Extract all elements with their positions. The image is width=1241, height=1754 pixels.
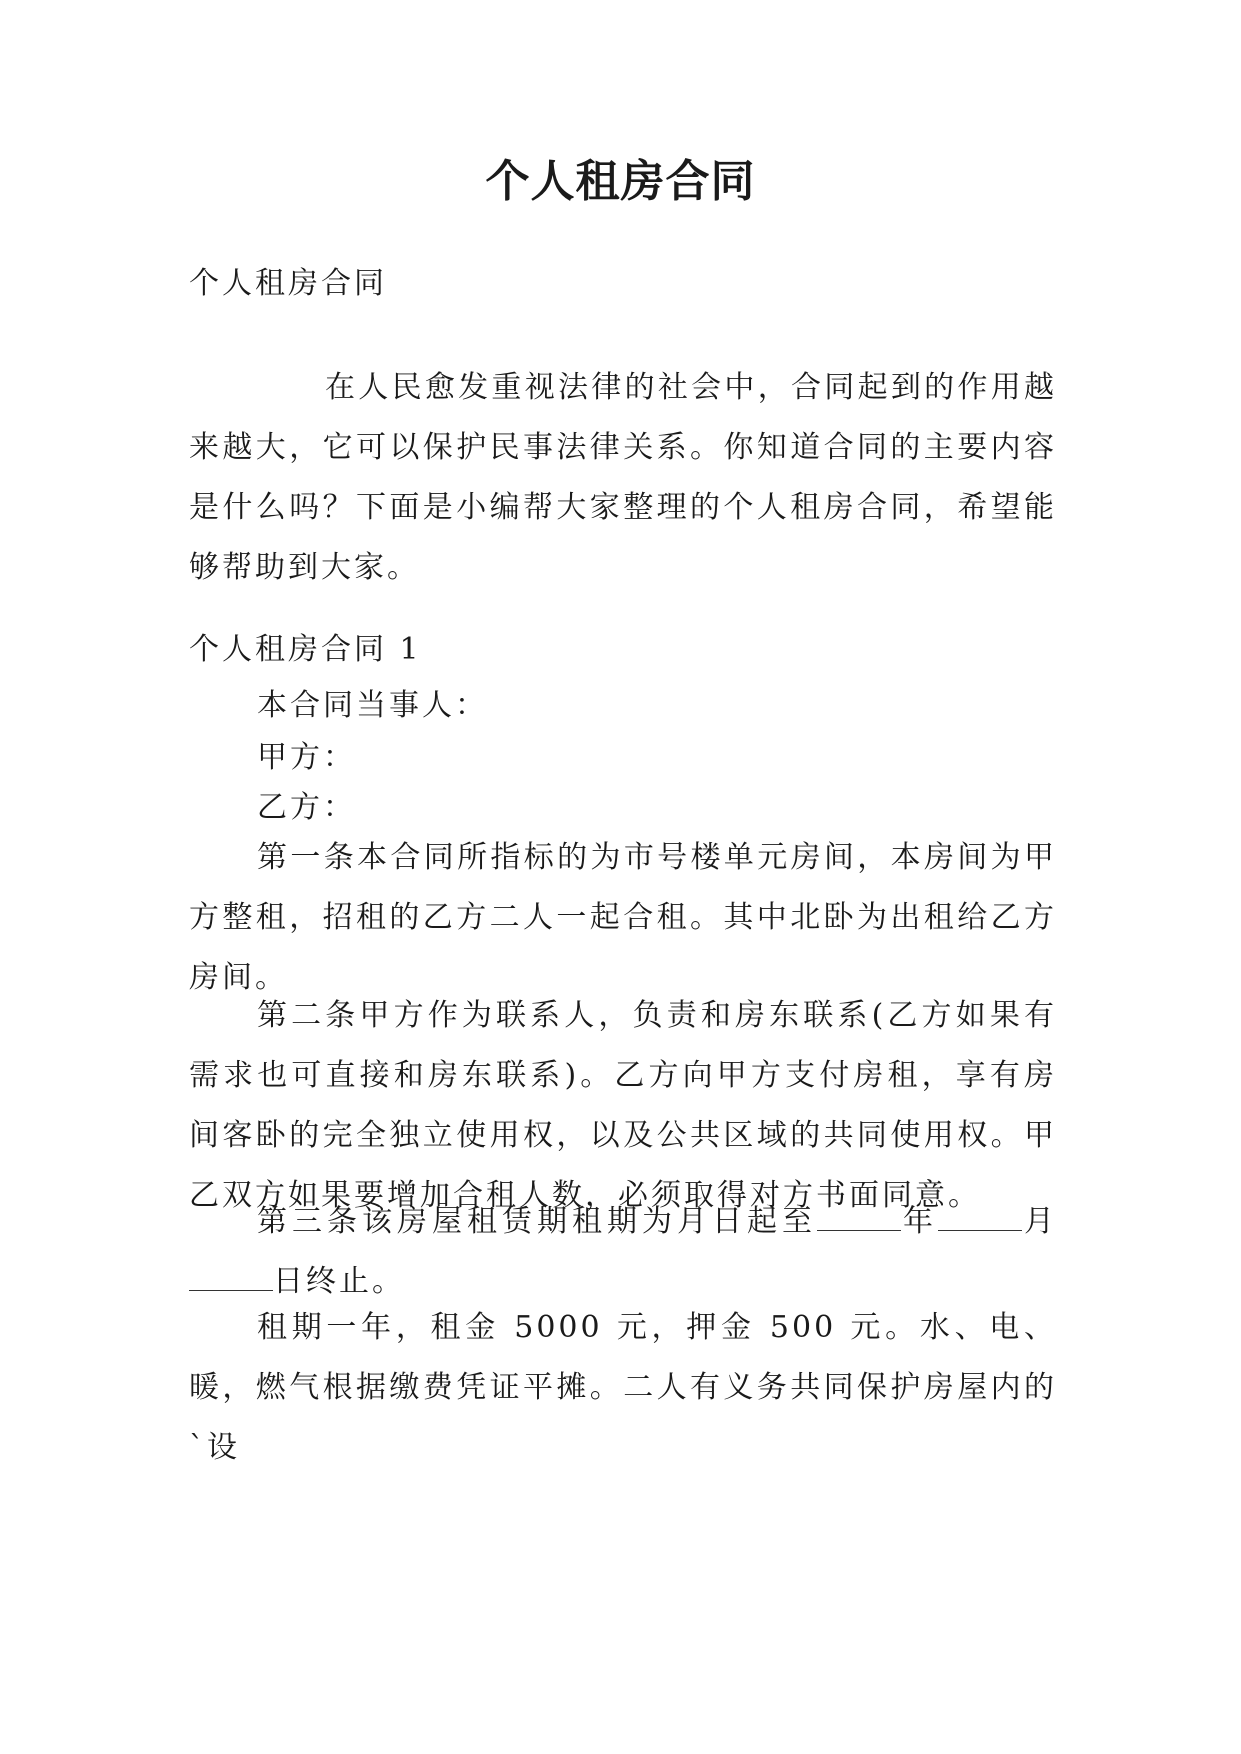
parties-label: 本合同当事人： bbox=[257, 688, 488, 723]
party-b-label: 乙方： bbox=[257, 790, 356, 825]
unit-month: 月 bbox=[1022, 1204, 1057, 1239]
unit-year: 年 bbox=[901, 1204, 938, 1239]
blank-day bbox=[189, 1262, 273, 1291]
section-heading: 个人租房合同 1 bbox=[189, 632, 422, 667]
document-title: 个人租房合同 bbox=[485, 156, 756, 207]
article-3 bbox=[189, 1192, 1057, 1312]
document-subtitle: 个人租房合同 bbox=[189, 266, 387, 301]
rent-terms: 租期一年，租金 5000 元，押金 500 元。水、电、暖，燃气根据缴费凭证平摊。二人有义务共同保护房屋内的`设 bbox=[189, 1310, 1057, 1465]
intro-paragraph: 在人民愈发重视法律的社会中，合同起到的作用越来越大，它可以保护民事法律关系。你知道合同的主要内容是什么吗？下面是小编帮大家整理的个人租房合同，希望能够帮助到大家。 bbox=[189, 370, 1057, 585]
article-3-text: 第三条该房屋租赁期租期为月日起至 bbox=[257, 1204, 817, 1239]
article-3-end: 日终止。 bbox=[273, 1264, 405, 1299]
article-2: 第二条甲方作为联系人，负责和房东联系(乙方如果有需求也可直接和房东联系)。乙方向甲方支付房租，享有房间客卧的完全独立使用权，以及公共区域的共同使用权。甲乙双方如果要增加合租人数，必须取得对方书面同意。 bbox=[189, 998, 1057, 1213]
blank-month bbox=[938, 1202, 1022, 1231]
party-a-label: 甲方： bbox=[257, 740, 356, 775]
article-1: 第一条本合同所指标的为市号楼单元房间，本房间为甲方整租，招租的乙方二人一起合租。其中北卧为出租给乙方房间。 bbox=[189, 840, 1057, 995]
blank-year bbox=[817, 1202, 901, 1231]
